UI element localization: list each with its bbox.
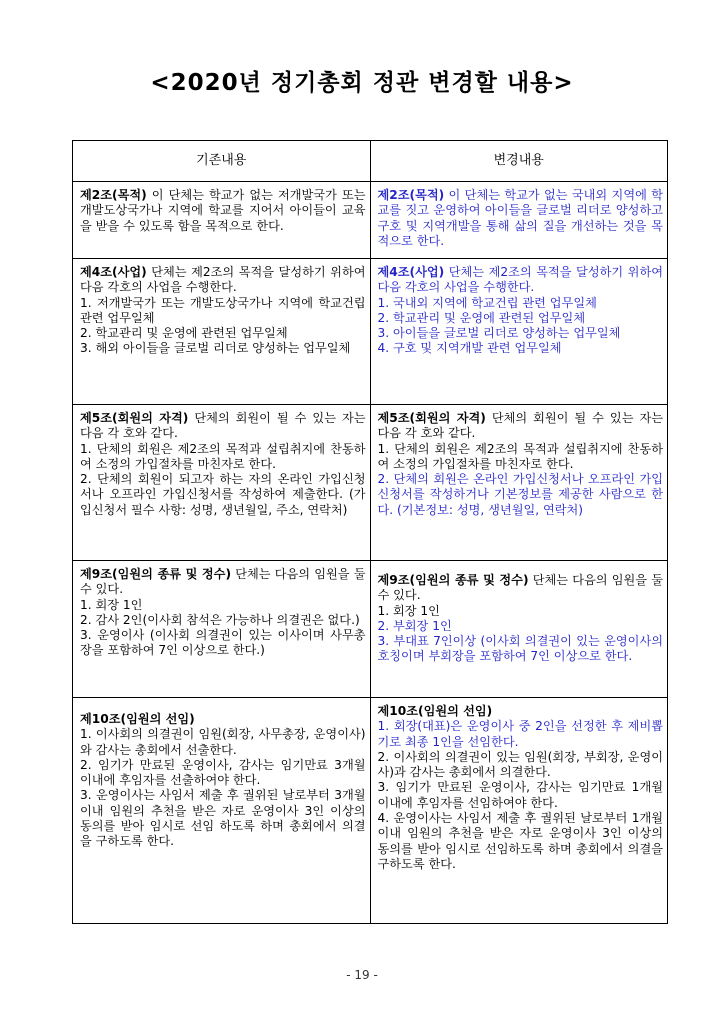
old-article-9-intro: 단체는 다음의 임원을 둘 수 있다. bbox=[80, 567, 366, 597]
old-article-2-text: 이 단체는 학교가 없는 저개발국가 또는 개발도상국가나 지역에 학교를 지어서 아이들이 교육을 받을 수 있도록 함을 목적으로 한다. bbox=[80, 188, 366, 233]
old-article-4-item-1: 1. 저개발국가 또는 개발도상국가나 지역에 학교건립 관련 업무일체 bbox=[80, 295, 366, 325]
old-cell-article-5 bbox=[73, 405, 371, 561]
old-article-9-item-1: 1. 회장 1인 bbox=[80, 597, 143, 612]
new-cell-article-4 bbox=[370, 259, 668, 405]
new-cell-article-2 bbox=[370, 182, 668, 259]
new-article-4-item-2: 2. 학교관리 및 운영에 관련된 업무일체 bbox=[377, 310, 586, 325]
new-article-10-item-4: 4. 운영이사는 사임서 제출 후 궐위된 날로부터 1개월 이내 임원의 추천을 받은 자로 운영이사 3인 이상의 동의를 받아 임시로 선임하도록 하며 총회에서 의결을 구하도록 한다. bbox=[377, 811, 663, 871]
new-article-4-item-4: 4. 구호 및 지역개발 관련 업무일체 bbox=[377, 341, 562, 356]
new-article-10-item-3: 3. 임기가 만료된 운영이사, 감사는 임기만료 1개월 이내에 후임자를 선임하여야 한다. bbox=[377, 780, 663, 810]
new-article-10-heading: 제10조(임원의 선임) bbox=[377, 704, 493, 718]
comparison-table bbox=[72, 140, 668, 924]
new-article-5-item-1: 1. 단체의 회원은 제2조의 목적과 설립취지에 찬동하여 소정의 가입절차를 마친자로 한다. bbox=[377, 441, 663, 471]
old-article-5-item-2: 2. 단체의 회원이 되고자 하는 자의 온라인 가입신청서나 오프라인 가입신청서를 작성하여 제출한다. (가입신청서 필수 사항: 성명, 생년월일, 주소, 연락처) bbox=[80, 472, 366, 517]
new-article-5-intro: 단체의 회원이 될 수 있는 자는 다음 각 호와 같다. bbox=[377, 411, 663, 441]
new-article-10-item-2: 2. 이사회의 의결권이 있는 임원(회장, 부회장, 운영이사)과 감사는 총회에서 의결한다. bbox=[377, 749, 663, 780]
new-article-4-intro: 단체는 제2조의 목적을 달성하기 위하여 다음 각호의 사업을 수행한다. bbox=[377, 265, 663, 295]
new-article-9-item-1: 1. 회장 1인 bbox=[377, 603, 440, 618]
old-article-4-heading: 제4조(사업) bbox=[80, 265, 147, 279]
old-cell-article-10 bbox=[73, 698, 371, 924]
header-old-content: 기존내용 bbox=[73, 141, 371, 182]
old-article-4-item-3: 3. 해외 아이들을 글로벌 리더로 양성하는 업무일체 bbox=[80, 341, 351, 356]
new-cell-article-10 bbox=[370, 698, 668, 924]
header-new-content: 변경내용 bbox=[370, 141, 668, 182]
new-article-10-item-1: 1. 회장(대표)은 운영이사 중 2인을 선정한 후 제비뽑기로 최종 1인을 선임한다. bbox=[377, 719, 663, 749]
new-cell-article-9 bbox=[370, 561, 668, 698]
table-row-article-2 bbox=[73, 182, 668, 259]
old-article-4-item-2: 2. 학교관리 및 운영에 관련된 업무일체 bbox=[80, 326, 288, 341]
table-row-article-9 bbox=[73, 561, 668, 698]
old-article-5-item-1: 1. 단체의 회원은 제2조의 목적과 설립취지에 찬동하여 소정의 가입절차를 마친자로 한다. bbox=[80, 441, 366, 471]
new-article-9-item-3: 3. 부대표 7인이상 (이사회 의결권이 있는 운영이사의 호칭이며 부회장을 포함하여 7인 이상으로 한다. bbox=[377, 634, 663, 664]
new-article-5-heading: 제5조(회원의 자격) bbox=[377, 411, 486, 425]
old-article-5-heading: 제5조(회원의 자격) bbox=[80, 411, 189, 425]
old-cell-article-4 bbox=[73, 259, 371, 405]
new-article-5-item-2: 2. 단체의 회원은 온라인 가입신청서나 오프라인 가입신청서를 작성하거나 기본정보를 제공한 사람으로 한다. (기본정보: 성명, 생년월일, 연락처) bbox=[377, 472, 663, 517]
old-article-10-item-1: 1. 이사회의 의결권이 임원(회장, 사무총장, 운영이사)와 감사는 총회에서 선출한다. bbox=[80, 727, 366, 757]
old-article-9-item-3: 3. 운영이사 (이사회 의결권이 있는 이사이며 사무총장을 포함하여 7인 이상으로 한다.) bbox=[80, 628, 366, 658]
new-article-4-heading: 제4조(사업) bbox=[377, 265, 445, 279]
new-article-4-item-1: 1. 국내외 지역에 학교건립 관련 업무일체 bbox=[377, 295, 597, 310]
new-cell-article-5 bbox=[370, 405, 668, 561]
old-article-5-intro: 단체의 회원이 될 수 있는 자는 다음 각 호와 같다. bbox=[80, 411, 366, 441]
old-cell-article-2 bbox=[73, 182, 371, 259]
old-article-10-item-2: 2. 임기가 만료된 운영이사, 감사는 임기만료 3개월 이내에 후임자를 선출하여야 한다. bbox=[80, 757, 366, 788]
old-article-9-item-2: 2. 감사 2인(이사회 참석은 가능하나 의결권은 없다.) bbox=[80, 612, 360, 627]
new-article-9-item-2: 2. 부회장 1인 bbox=[377, 618, 452, 633]
page-number: - 19 - bbox=[346, 968, 378, 982]
old-article-4-intro: 단체는 제2조의 목적을 달성하기 위하여 다음 각호의 사업을 수행한다. bbox=[80, 265, 366, 295]
old-article-10-heading: 제10조(임원의 선임) bbox=[80, 712, 195, 726]
table-row-article-4 bbox=[73, 259, 668, 405]
table-header-row bbox=[73, 141, 668, 182]
new-article-9-intro: 단체는 다음의 임원을 둘 수 있다. bbox=[377, 573, 663, 603]
old-article-9-heading: 제9조(임원의 종류 및 정수) bbox=[80, 567, 232, 581]
new-article-2-text: 이 단체는 학교가 없는 국내외 지역에 학교를 짓고 운영하여 아이들을 글로벌 리더로 양성하고 구호 및 지역개발을 통해 삶의 질을 개선하는 것을 목적으로 한다. bbox=[377, 188, 663, 248]
document-title: <2020년 정기총회 정관 변경할 내용> bbox=[150, 70, 574, 96]
old-article-10-item-3: 3. 운영이사는 사임서 제출 후 궐위된 날로부터 3개월 이내 임원의 추천을 받은 자로 운영이사 3인 이상의 동의를 받아 임시로 선임 하도록 하며 총회에서 의결을 구하도록 한다. bbox=[80, 788, 366, 849]
table-row-article-10 bbox=[73, 698, 668, 924]
old-cell-article-9 bbox=[73, 561, 371, 698]
table-row-article-5 bbox=[73, 405, 668, 561]
new-article-9-heading: 제9조(임원의 종류 및 정수) bbox=[377, 573, 529, 587]
old-article-2-heading: 제2조(목적) bbox=[80, 188, 147, 202]
new-article-4-item-3: 3. 아이들을 글로벌 리더로 양성하는 업무일체 bbox=[377, 326, 621, 341]
new-article-2-heading: 제2조(목적) bbox=[377, 188, 445, 202]
